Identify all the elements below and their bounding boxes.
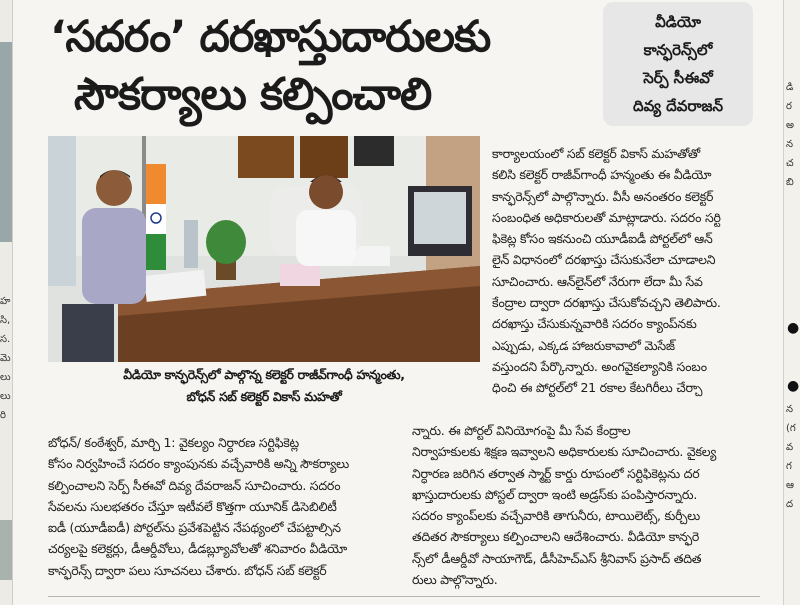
meeting-photo [48, 136, 480, 362]
article-line: కోసం నిర్వహించే సదరం క్యాంపునకు వచ్చేవారికి అన్ని సౌకర్యాలు [48, 456, 349, 472]
article-line: కల్పించాలని సెర్ప్ సీఈవో దివ్య దేవరాజన్ సూచించారు. సదరం [48, 477, 341, 493]
article-line: సదరం క్యాంప్‌లకు వచ్చేవారికి తాగునీరు, టాయిలెట్స్, కుర్చీలు [412, 508, 701, 524]
neighbour-photo-bottom [0, 520, 12, 580]
headline-line-2: సౌకర్యాలు కల్పించాలి [74, 69, 432, 120]
bullet-icon: ● [787, 378, 800, 394]
neighbour-text-right: డి ర అ న చ బి [786, 82, 794, 188]
article-line: సూచించారు. ఆన్‌లైన్‌లో నేరుగా లేదా మీ సేవ [492, 273, 703, 289]
headline-line-1: ‘సదరం’ దరఖాస్తుదారులకు [50, 12, 491, 62]
left-neighbour-column [0, 0, 13, 605]
highlight-line: దివ్య దేవరాజన్ [633, 97, 723, 115]
neighbour-text: హ సి, స. మె లు లు రి [0, 296, 11, 421]
article-line: ధించి ఈ పోర్టల్‌లో 21 రకాల కేటగిరీలు చేర్చా [492, 380, 703, 396]
article-line: లైన్ విధానంలో దరఖాస్తు చేసుకునేలా చూడాలని [492, 252, 716, 268]
article-line: కార్యాలయంలో సబ్ కలెక్టర్ వికాస్ మహతోతో [492, 146, 700, 161]
article-line: బోధన్/ కంఠేశ్వర్, మార్చి 1: వైకల్యం నిర్ధారణ సర్టిఫికెట్ల [48, 435, 299, 450]
article-column-continuation [412, 420, 762, 590]
article-column-right [492, 143, 757, 399]
highlight-line: వీడియో [655, 13, 701, 31]
article-line: నిర్ధారణ జరిగిన తర్వాత స్మార్ట్ కార్డు రూపంలో సర్టిఫికెట్లను దర [412, 465, 700, 481]
article-line: తదితర సౌకర్యాలు కల్పించాలని ఆదేశించారు. వీడియో కాన్ఫరె [412, 529, 700, 545]
article-line: దరఖాస్తు చేసుకున్నవారికి సదరం క్యాంప్‌నకు [492, 316, 697, 332]
article-line: న్నారు. ఈ పోర్టల్ వినియోగంపై మీ సేవ కేంద్రాల [412, 423, 631, 438]
article-line: నిర్వాహకులకు శిక్షణ ఇవ్వాలని అధికారులకు సూచించారు. వైకల్య [412, 444, 717, 460]
article-line: రులు పాల్గొన్నారు. [412, 572, 498, 588]
article-line: ఫికెట్ల కోసం ఇకనుంచి యూడీఐడీ పోర్టల్‌లో ఆన్ [492, 231, 713, 247]
article-line: కేంద్రాల ద్వారా దరఖాస్తు చేసుకోవచ్చని తెలిపారు. [492, 295, 721, 311]
neighbour-text-right-lower: న (గ వ గ ఆ ద [786, 404, 796, 510]
article-line: ఎప్పుడు, ఎక్కడ హాజరుకావాలో మెసేజ్ [492, 337, 675, 353]
article-line: చర్యలపై కలెక్టర్లు, డీఆర్డీవోలు, డీడబ్ల్యూవోలతో శనివారం వీడియో [48, 541, 347, 557]
article-line: ఐడీ (యూడీఐడీ) పోర్టల్‌ను ప్రవేశపెట్టిన నేపథ్యంలో చేపట్టాల్సిన [48, 520, 341, 536]
highlight-line: కాన్ఫరెన్స్‌లో [643, 41, 713, 59]
meeting-photo-illustration [48, 136, 480, 362]
article-line: న్స్‌లో డీఆర్డీవో సాయాగౌడ్, డీసీహెచ్‌ఎస్ శ్రీనివాస్ ప్రసాద్ తదిత [412, 550, 702, 566]
article-line: వస్తుందని పేర్కొన్నారు. అంగవైకల్యానికి సంబం [492, 358, 707, 374]
neighbour-photo [0, 42, 12, 242]
photo-caption [48, 364, 480, 408]
bullet-icon: ● [787, 320, 800, 336]
article-line: సంబంధిత అధికారులతో మాట్లాడారు. సదరం సర్టి [492, 209, 721, 225]
article-line: కాన్ఫరెన్స్‌లో పాల్గొన్నారు. వీసీ అనంతరం కలెక్టర్ [492, 188, 714, 204]
article-line: సేవలను సులభతరం చేస్తూ ఇటీవలే కొత్తగా యూనిక్ డిసెబిలిటీ [48, 498, 337, 514]
article-line: కలిసి కలెక్టర్ రాజీవ్‌గాంధీ హన్మంతు ఈ వీడియో [492, 167, 712, 183]
caption-line: బోధన్ సబ్ కలెక్టర్ వికాస్ మహతో [186, 389, 342, 404]
right-neighbour-column [783, 0, 800, 605]
headline [50, 8, 600, 124]
bottom-rule [48, 596, 760, 597]
article-line: కాన్ఫరెన్స్ ద్వారా పలు సూచనలు చేశారు. బోధన్ సబ్ కలెక్టర్ [48, 562, 327, 578]
article-line: ఖాస్తుదారులకు పోస్టల్ ద్వారా ఇంటి అడ్రస్‌కు పంపిస్తారన్నారు. [412, 486, 698, 502]
caption-line: వీడియో కాన్ఫరెన్స్‌లో పాల్గొన్న కలెక్టర్ రాజీవ్‌గాంధీ హన్మంతు, [123, 367, 405, 382]
highlight-box [603, 2, 753, 126]
highlight-line: సెర్ప్ సీఈవో [643, 69, 713, 87]
